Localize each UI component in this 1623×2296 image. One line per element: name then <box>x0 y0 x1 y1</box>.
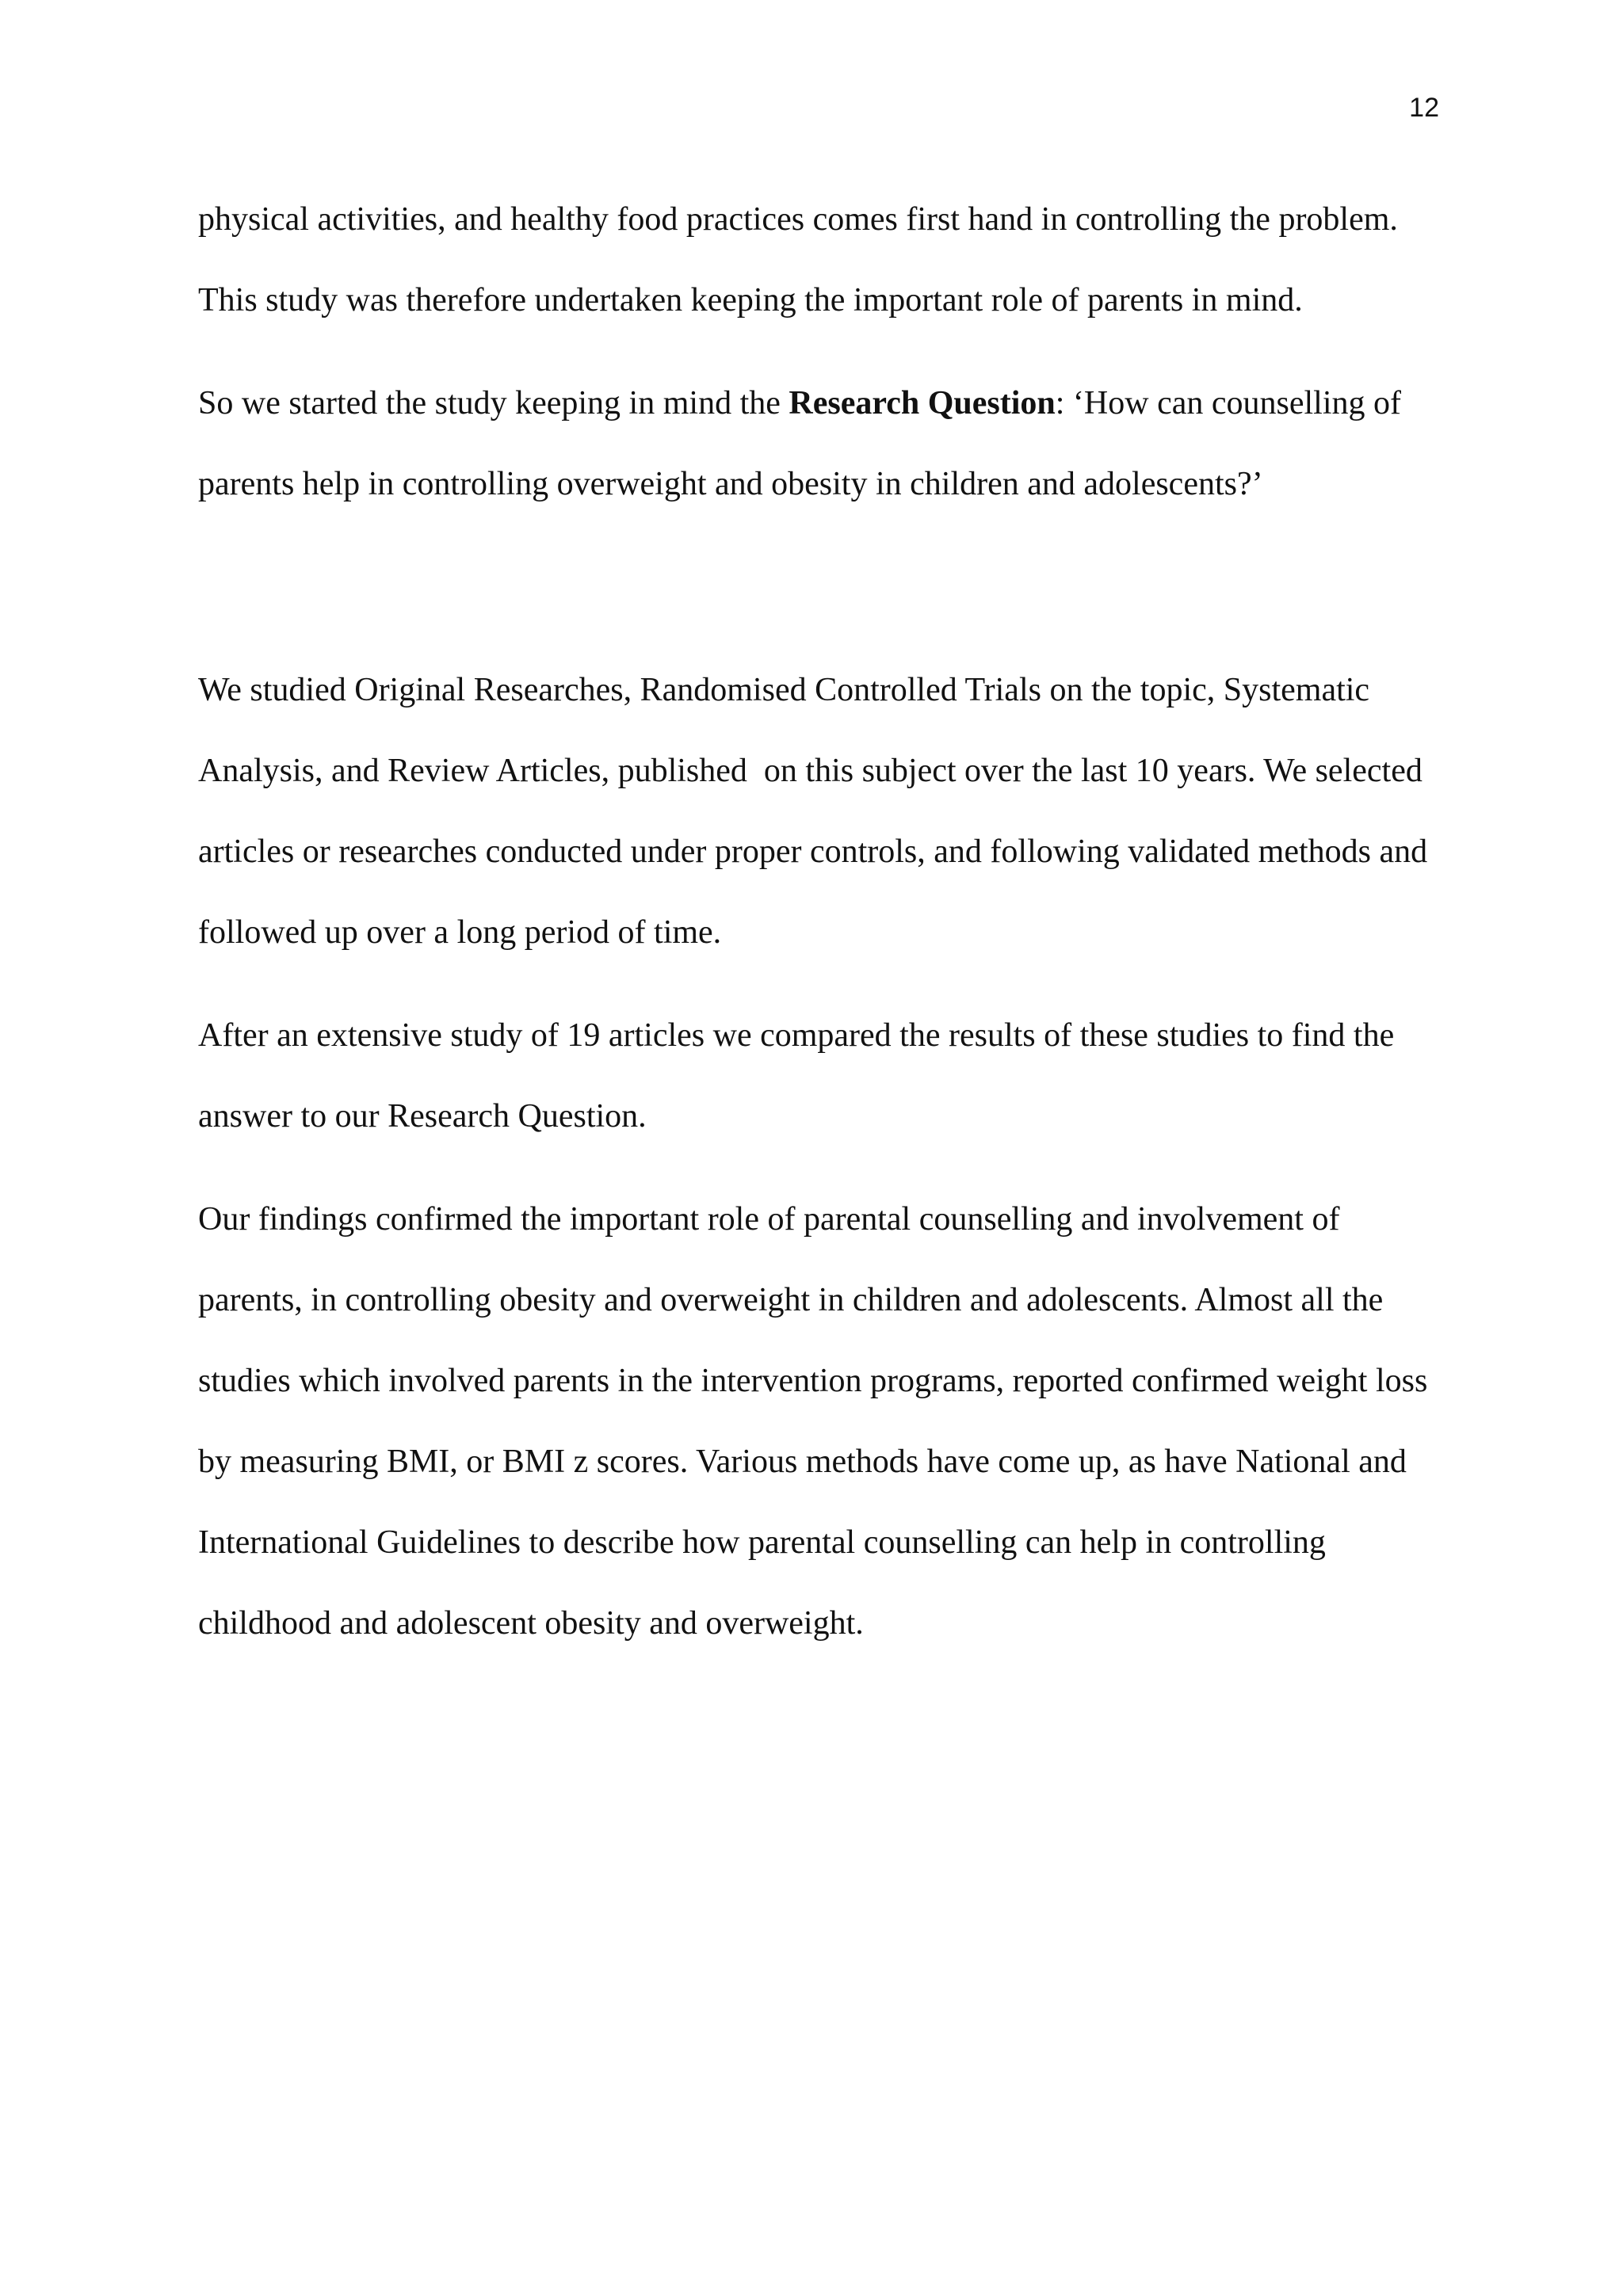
paragraph-4-line-1: After an extensive study of 19 articles we compared the results of these studies to find the <box>198 1017 1395 1054</box>
paragraph-1-line-2: This study was therefore undertaken keeping the important role of parents in mind. <box>198 282 1303 318</box>
paragraph-3-line-4: followed up over a long period of time. <box>198 914 722 951</box>
paragraph-3-line-3: articles or researches conducted under proper controls, and following validated methods and <box>198 833 1428 870</box>
paragraph-5-line-5: International Guidelines to describe how parental counselling can help in controlling <box>198 1524 1326 1561</box>
paragraph-5-line-1: Our findings confirmed the important role of parental counselling and involvement of <box>198 1201 1340 1238</box>
research-question-text-start: : ‘How can counselling of <box>1055 385 1401 421</box>
paragraph-2-line-2: parents help in controlling overweight and obesity in children and adolescents?’ <box>198 466 1263 502</box>
paragraph-4-line-2: answer to our Research Question. <box>198 1098 647 1135</box>
research-question-label: Research Question <box>789 385 1056 421</box>
research-question-intro: So we started the study keeping in mind the <box>198 385 789 421</box>
page-number: 12 <box>1409 93 1439 123</box>
paragraph-5-line-2: parents, in controlling obesity and overweight in children and adolescents. Almost all the <box>198 1282 1384 1318</box>
paragraph-3-line-2: Analysis, and Review Articles, published on this subject over the last 10 years. We selected <box>198 753 1423 789</box>
paragraph-2-line-1 <box>198 383 1401 423</box>
paragraph-1-line-1: physical activities, and healthy food practices comes first hand in controlling the problem. <box>198 201 1398 238</box>
paragraph-5-line-4: by measuring BMI, or BMI z scores. Various methods have come up, as have National and <box>198 1444 1407 1480</box>
paragraph-5-line-3: studies which involved parents in the intervention programs, reported confirmed weight loss <box>198 1363 1428 1399</box>
paragraph-5-line-6: childhood and adolescent obesity and overweight. <box>198 1605 864 1642</box>
paragraph-3-line-1: We studied Original Researches, Randomised Controlled Trials on the topic, Systematic <box>198 672 1370 708</box>
